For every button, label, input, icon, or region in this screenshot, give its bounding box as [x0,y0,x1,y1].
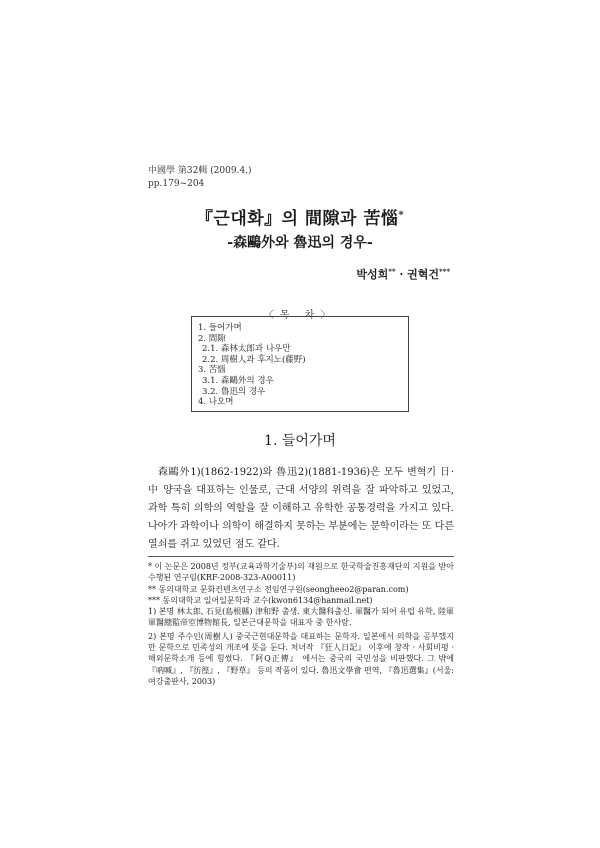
toc-item: 3.1. 森鷗外의 경우 [202,375,274,386]
toc-item: 3.2. 魯迅의 경우 [202,386,266,397]
journal-pages: pp.179~204 [148,179,205,189]
toc-item: 2. 間隙 [198,333,226,344]
paper-subtitle: -森鷗外와 魯迅의 경우- [227,235,373,251]
footnote-author-1: ** 동의대학교 문화컨텐츠연구소 전임연구원(seongheeo2@paran.com) [148,584,409,594]
paper-title-text: 『근대화』의 間隙과 苦惱 [195,209,399,229]
journal-info [148,165,252,191]
author-2: 권혁건 [407,268,440,281]
section-heading: 1. 들어가며 [264,433,336,449]
author-1: 박성희 [356,268,389,281]
toc-item: 2.2. 周樹人과 후지노(藤野) [202,354,306,365]
footnote-1: 1) 본명 林太郎, 石見(島根縣) 津和野 출생. 東大醫科출신. 軍醫가 되어 유럽 유학, 陸軍軍醫總監帝室博物館長, 일본근대문학을 대표자 중 한사람. [148,607,454,628]
table-of-contents [191,316,409,412]
title-footnote-mark: * [398,210,405,221]
toc-item: 1. 들어가며 [198,323,242,333]
footnotes [148,556,454,687]
author-line [356,266,450,282]
author-1-mark: ** [388,267,396,276]
toc-heading: 〈목 차〉 [263,310,337,321]
author-2-mark: *** [439,267,450,276]
footnote-2: 2) 본명 주수인(周樹人) 중국근현대문학을 대표하는 문학자. 일본에서 의학을 공부했지만 문학으로 민족성의 개조에 뜻을 둔다. 처녀작 『狂人日記』 이후에 창작 · 사회비평 · 해외문학소개 등에 힘썼다. 『阿Q正傳』 에서는 중국의 국민성을 비판했다. 그 밖에 『吶喊』, 『彷徨』, 『野草』 등의 작품이 있다. 魯迅文學會 편역, 『魯迅選集』(서울: 여강출판사, 2003) [148,631,454,686]
paper-title [0,204,600,229]
body-paragraph: 森鷗外1)(1862-1922)와 魯迅2)(1881-1936)은 모두 변혁기 日·中 양국을 대표하는 인물로, 근대 서양의 위력을 잘 파악하고 있었고, 과학 특히 의학의 역할을 잘 이해하고 유학한 공통경력을 가지고 있다. 나아가 과학이나 의학이 해결하지 못하는 부분에는 문학이라는 또 다른 열쇠를 쥐고 있었던 점도 같다. [148,467,454,550]
footnote-author-2: *** 동의대학교 일어일문학과 교수(kwon6134@hanmail.net) [148,595,373,605]
toc-item: 3. 苦惱 [198,365,226,376]
journal-volume: 中國學 第32輯 (2009.4.) [148,166,252,176]
author-separator: · [395,268,408,281]
footnote-funding: * 이 논문은 2008년 정부(교육과학기술부)의 재원으로 한국학술진흥재단의 지원을 받아 수행된 연구임(KRF-2008-323-A00011) [148,562,454,583]
toc-item: 2.1. 森林太郎과 나우만 [202,344,291,355]
toc-item: 4. 나오며 [198,397,234,408]
body-text [148,464,454,554]
